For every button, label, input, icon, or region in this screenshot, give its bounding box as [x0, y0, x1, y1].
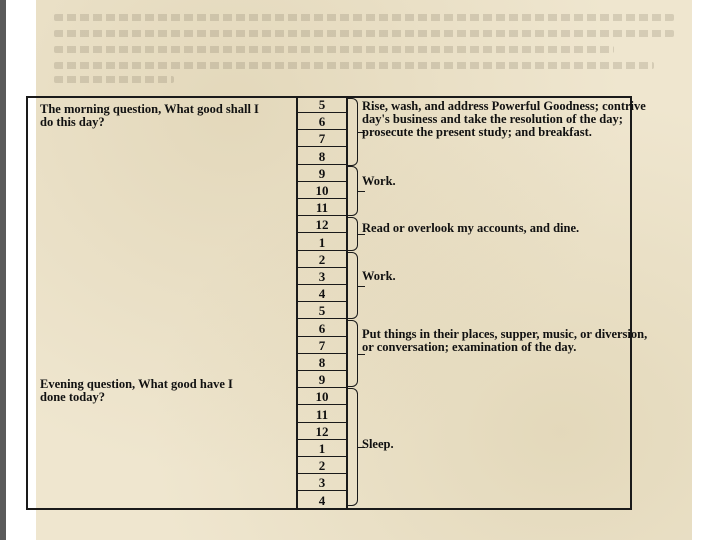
bracket-work-morning	[348, 166, 358, 216]
hour-cell: 11	[298, 199, 346, 216]
hour-cell: 10	[298, 388, 346, 405]
hour-cell: 3	[298, 268, 346, 285]
hour-cell: 7	[298, 337, 346, 354]
hour-cell: 7	[298, 130, 346, 147]
bracket-work-afternoon	[348, 252, 358, 319]
hour-cell: 1	[298, 234, 346, 251]
hour-cell: 2	[298, 251, 346, 268]
hour-cell: 4	[298, 492, 346, 509]
hour-cell: 12	[298, 216, 346, 233]
activity-rise: Rise, wash, and address Powerful Goodness; contrive day's business and take the resolution of the day; prosecute the present study; and breakfast.	[362, 99, 646, 139]
hour-cell: 2	[298, 457, 346, 474]
bleed-through-text	[54, 30, 674, 37]
morning-question: The morning question, What good shall I do this day?	[40, 102, 259, 129]
bleed-through-text	[54, 46, 614, 53]
hour-cell: 3	[298, 474, 346, 491]
hour-cell: 11	[298, 406, 346, 423]
hour-cell: 5	[298, 96, 346, 113]
bracket-sleep	[348, 388, 358, 506]
hour-cell: 6	[298, 113, 346, 130]
hour-cell: 4	[298, 285, 346, 302]
bleed-through-text	[54, 76, 174, 83]
activity-work-morning: Work.	[362, 174, 396, 188]
hour-cell: 1	[298, 440, 346, 457]
activity-evening: Put things in their places, supper, music, or diversion, or conversation; examination of the day.	[362, 327, 648, 354]
bleed-through-text	[54, 62, 654, 69]
hour-cell: 8	[298, 148, 346, 165]
evening-question: Evening question, What good have I done today?	[40, 377, 233, 404]
activity-sleep: Sleep.	[362, 437, 394, 451]
bleed-through-text	[54, 14, 674, 21]
hour-cell: 10	[298, 182, 346, 199]
hour-cell: 9	[298, 165, 346, 182]
hour-cell: 6	[298, 320, 346, 337]
bracket-rise	[348, 98, 358, 166]
hour-cell: 12	[298, 423, 346, 440]
left-margin	[0, 0, 6, 540]
bracket-read	[348, 217, 358, 251]
activity-work-afternoon: Work.	[362, 269, 396, 283]
hour-cell: 8	[298, 354, 346, 371]
activity-read: Read or overlook my accounts, and dine.	[362, 221, 580, 235]
bracket-evening	[348, 320, 358, 387]
hour-cell: 9	[298, 371, 346, 388]
hour-cell: 5	[298, 302, 346, 319]
